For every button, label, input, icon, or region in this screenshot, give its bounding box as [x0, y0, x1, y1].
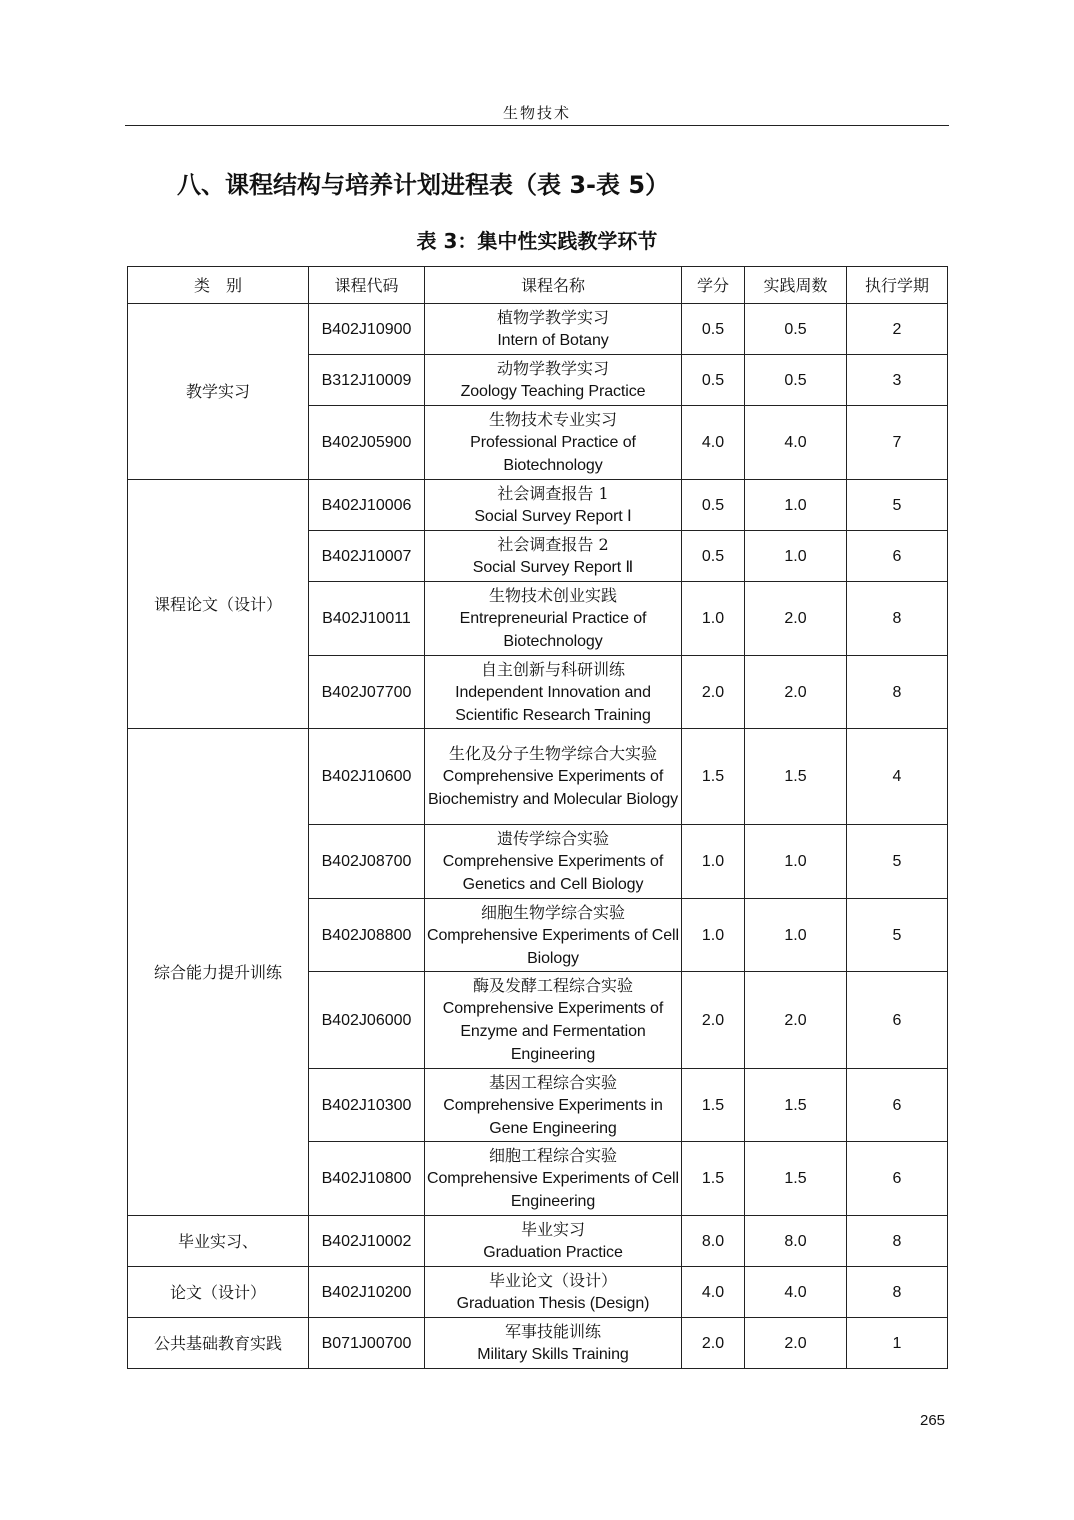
credit-cell: 0.5	[682, 531, 745, 582]
course-code-cell: B312J10009	[309, 355, 425, 406]
course-name-cn: 自主创新与科研训练	[480, 659, 625, 679]
semester-cell: 6	[847, 531, 948, 582]
header-name: 课程名称	[425, 267, 682, 304]
course-name-cn: 社会调查报告 2	[497, 535, 609, 554]
course-name-cell	[425, 1142, 682, 1216]
table-row	[128, 480, 948, 531]
semester-cell: 3	[847, 355, 948, 406]
semester-cell: 4	[847, 729, 948, 825]
weeks-cell: 1.5	[745, 1142, 847, 1216]
semester-cell: 8	[847, 1216, 948, 1267]
course-code-cell: B402J10007	[309, 531, 425, 582]
course-code-cell: B402J05900	[309, 406, 425, 480]
course-name-en: Comprehensive Experiments of Cell Engineering	[427, 1170, 679, 1210]
credit-cell: 0.5	[682, 355, 745, 406]
course-code-cell: B402J10200	[309, 1267, 425, 1318]
credit-cell: 0.5	[682, 480, 745, 531]
table-row	[128, 1318, 948, 1369]
header-weeks: 实践周数	[745, 267, 847, 304]
weeks-cell: 1.5	[745, 729, 847, 825]
weeks-cell: 2.0	[745, 582, 847, 656]
course-name-cell	[425, 582, 682, 656]
weeks-cell: 1.0	[745, 825, 847, 899]
course-code-cell: B402J06000	[309, 972, 425, 1069]
weeks-cell: 1.5	[745, 1069, 847, 1142]
semester-cell: 5	[847, 480, 948, 531]
course-name-cn: 动物学教学实习	[496, 359, 609, 378]
course-name-cn: 基因工程综合实验	[488, 1072, 617, 1092]
semester-cell: 6	[847, 1142, 948, 1216]
credit-cell: 1.0	[682, 825, 745, 899]
weeks-cell: 2.0	[745, 1318, 847, 1369]
weeks-cell: 1.0	[745, 531, 847, 582]
category-cell: 论文（设计）	[128, 1267, 309, 1318]
course-name-cell	[425, 480, 682, 531]
header-rule	[125, 125, 949, 126]
weeks-cell: 8.0	[745, 1216, 847, 1267]
course-name-cell	[425, 729, 682, 825]
category-cell: 毕业实习、	[128, 1216, 309, 1267]
header-semester: 执行学期	[847, 267, 948, 304]
course-name-en: Social Survey Report Ⅰ	[474, 508, 632, 525]
course-code-cell: B402J10800	[309, 1142, 425, 1216]
credit-cell: 4.0	[682, 406, 745, 480]
weeks-cell: 4.0	[745, 406, 847, 480]
course-name-en: Comprehensive Experiments of Enzyme and Fermentation Engineering	[442, 1000, 664, 1063]
course-name-en: Entrepreneurial Practice of Biotechnology	[459, 610, 647, 650]
course-name-cell	[425, 355, 682, 406]
course-code-cell: B402J10900	[309, 304, 425, 355]
page-number: 265	[920, 1412, 946, 1429]
semester-cell: 6	[847, 1069, 948, 1142]
course-name-cn: 植物学教学实习	[496, 308, 609, 327]
table-row	[128, 1216, 948, 1267]
running-header: 生物技术	[502, 104, 571, 122]
credit-cell: 8.0	[682, 1216, 745, 1267]
credit-cell: 1.5	[682, 1069, 745, 1142]
course-name-en: Comprehensive Experiments of Cell Biology	[427, 926, 679, 967]
practice-table	[127, 266, 948, 1369]
category-cell: 综合能力提升训练	[128, 729, 309, 1216]
semester-cell: 2	[847, 304, 948, 355]
table-header-row	[128, 267, 948, 304]
course-name-cell	[425, 531, 682, 582]
semester-cell: 1	[847, 1318, 948, 1369]
header-code: 课程代码	[309, 267, 425, 304]
course-name-cn: 生物技术创业实践	[488, 586, 617, 605]
table-row	[128, 304, 948, 355]
semester-cell: 6	[847, 972, 948, 1069]
semester-cell: 5	[847, 899, 948, 972]
course-name-cn: 细胞工程综合实验	[488, 1146, 617, 1165]
course-name-cn: 生化及分子生物学综合大实验	[448, 744, 657, 763]
header-credit: 学分	[682, 267, 745, 304]
table-row	[128, 729, 948, 825]
weeks-cell: 2.0	[745, 972, 847, 1069]
course-code-cell: B071J00700	[309, 1318, 425, 1369]
semester-cell: 8	[847, 582, 948, 656]
course-name-cn: 毕业实习	[520, 1220, 585, 1239]
credit-cell: 2.0	[682, 1318, 745, 1369]
course-name-cn: 酶及发酵工程综合实验	[472, 976, 633, 995]
semester-cell: 7	[847, 406, 948, 480]
credit-cell: 1.5	[682, 729, 745, 825]
credit-cell: 1.0	[682, 899, 745, 972]
weeks-cell: 2.0	[745, 656, 847, 729]
course-code-cell: B402J10011	[309, 582, 425, 656]
credit-cell: 0.5	[682, 304, 745, 355]
weeks-cell: 1.0	[745, 480, 847, 531]
course-name-en: Intern of Botany	[497, 332, 609, 349]
credit-cell: 4.0	[682, 1267, 745, 1318]
course-code-cell: B402J08800	[309, 899, 425, 972]
course-name-en: Professional Practice of Biotechnology	[470, 434, 636, 474]
course-name-cell	[425, 972, 682, 1069]
course-code-cell: B402J10600	[309, 729, 425, 825]
category-cell: 教学实习	[128, 304, 309, 480]
course-name-en: Zoology Teaching Practice	[460, 383, 646, 400]
course-name-cell	[425, 899, 682, 972]
semester-cell: 8	[847, 656, 948, 729]
credit-cell: 2.0	[682, 972, 745, 1069]
course-name-en: Comprehensive Experiments in Gene Engineering	[443, 1096, 663, 1137]
course-code-cell: B402J07700	[309, 656, 425, 729]
category-cell: 课程论文（设计）	[128, 480, 309, 729]
course-name-cn: 生物技术专业实习	[488, 410, 617, 429]
course-name-cell	[425, 1216, 682, 1267]
course-name-cell	[425, 1318, 682, 1369]
category-cell: 公共基础教育实践	[128, 1318, 309, 1369]
course-name-cn: 社会调查报告 1	[497, 484, 609, 503]
weeks-cell: 1.0	[745, 899, 847, 972]
course-name-cell	[425, 304, 682, 355]
table-row	[128, 1267, 948, 1318]
course-name-cell	[425, 1069, 682, 1142]
semester-cell: 8	[847, 1267, 948, 1318]
course-name-cell	[425, 1267, 682, 1318]
credit-cell: 2.0	[682, 656, 745, 729]
course-name-en: Comprehensive Experiments of Genetics and Cell Biology	[442, 853, 664, 893]
course-name-cell	[425, 825, 682, 899]
credit-cell: 1.0	[682, 582, 745, 656]
course-code-cell: B402J10006	[309, 480, 425, 531]
weeks-cell: 0.5	[745, 304, 847, 355]
course-name-en: Graduation Thesis (Design)	[456, 1295, 650, 1312]
credit-cell: 1.5	[682, 1142, 745, 1216]
course-name-en: Social Survey Report Ⅱ	[472, 559, 634, 576]
weeks-cell: 0.5	[745, 355, 847, 406]
course-code-cell: B402J08700	[309, 825, 425, 899]
course-name-cell	[425, 406, 682, 480]
course-name-cell	[425, 656, 682, 729]
course-name-cn: 细胞生物学综合实验	[480, 902, 625, 922]
weeks-cell: 4.0	[745, 1267, 847, 1318]
course-name-en: Military Skills Training	[477, 1346, 629, 1363]
table-title: 表 3：集中性实践教学环节	[416, 229, 658, 253]
course-name-cn: 遗传学综合实验	[496, 829, 609, 848]
section-heading: 八、课程结构与培养计划进程表（表 3-表 5）	[177, 171, 670, 199]
header-category: 类 别	[128, 267, 309, 304]
course-name-en: Graduation Practice	[483, 1244, 623, 1261]
course-code-cell: B402J10300	[309, 1069, 425, 1142]
course-code-cell: B402J10002	[309, 1216, 425, 1267]
course-name-cn: 毕业论文（设计）	[488, 1271, 617, 1290]
semester-cell: 5	[847, 825, 948, 899]
course-name-en: Comprehensive Experiments of Biochemistry and Molecular Biology	[427, 768, 679, 808]
course-name-cn: 军事技能训练	[504, 1322, 601, 1341]
course-name-en: Independent Innovation and Scientific Research Training	[455, 683, 651, 724]
